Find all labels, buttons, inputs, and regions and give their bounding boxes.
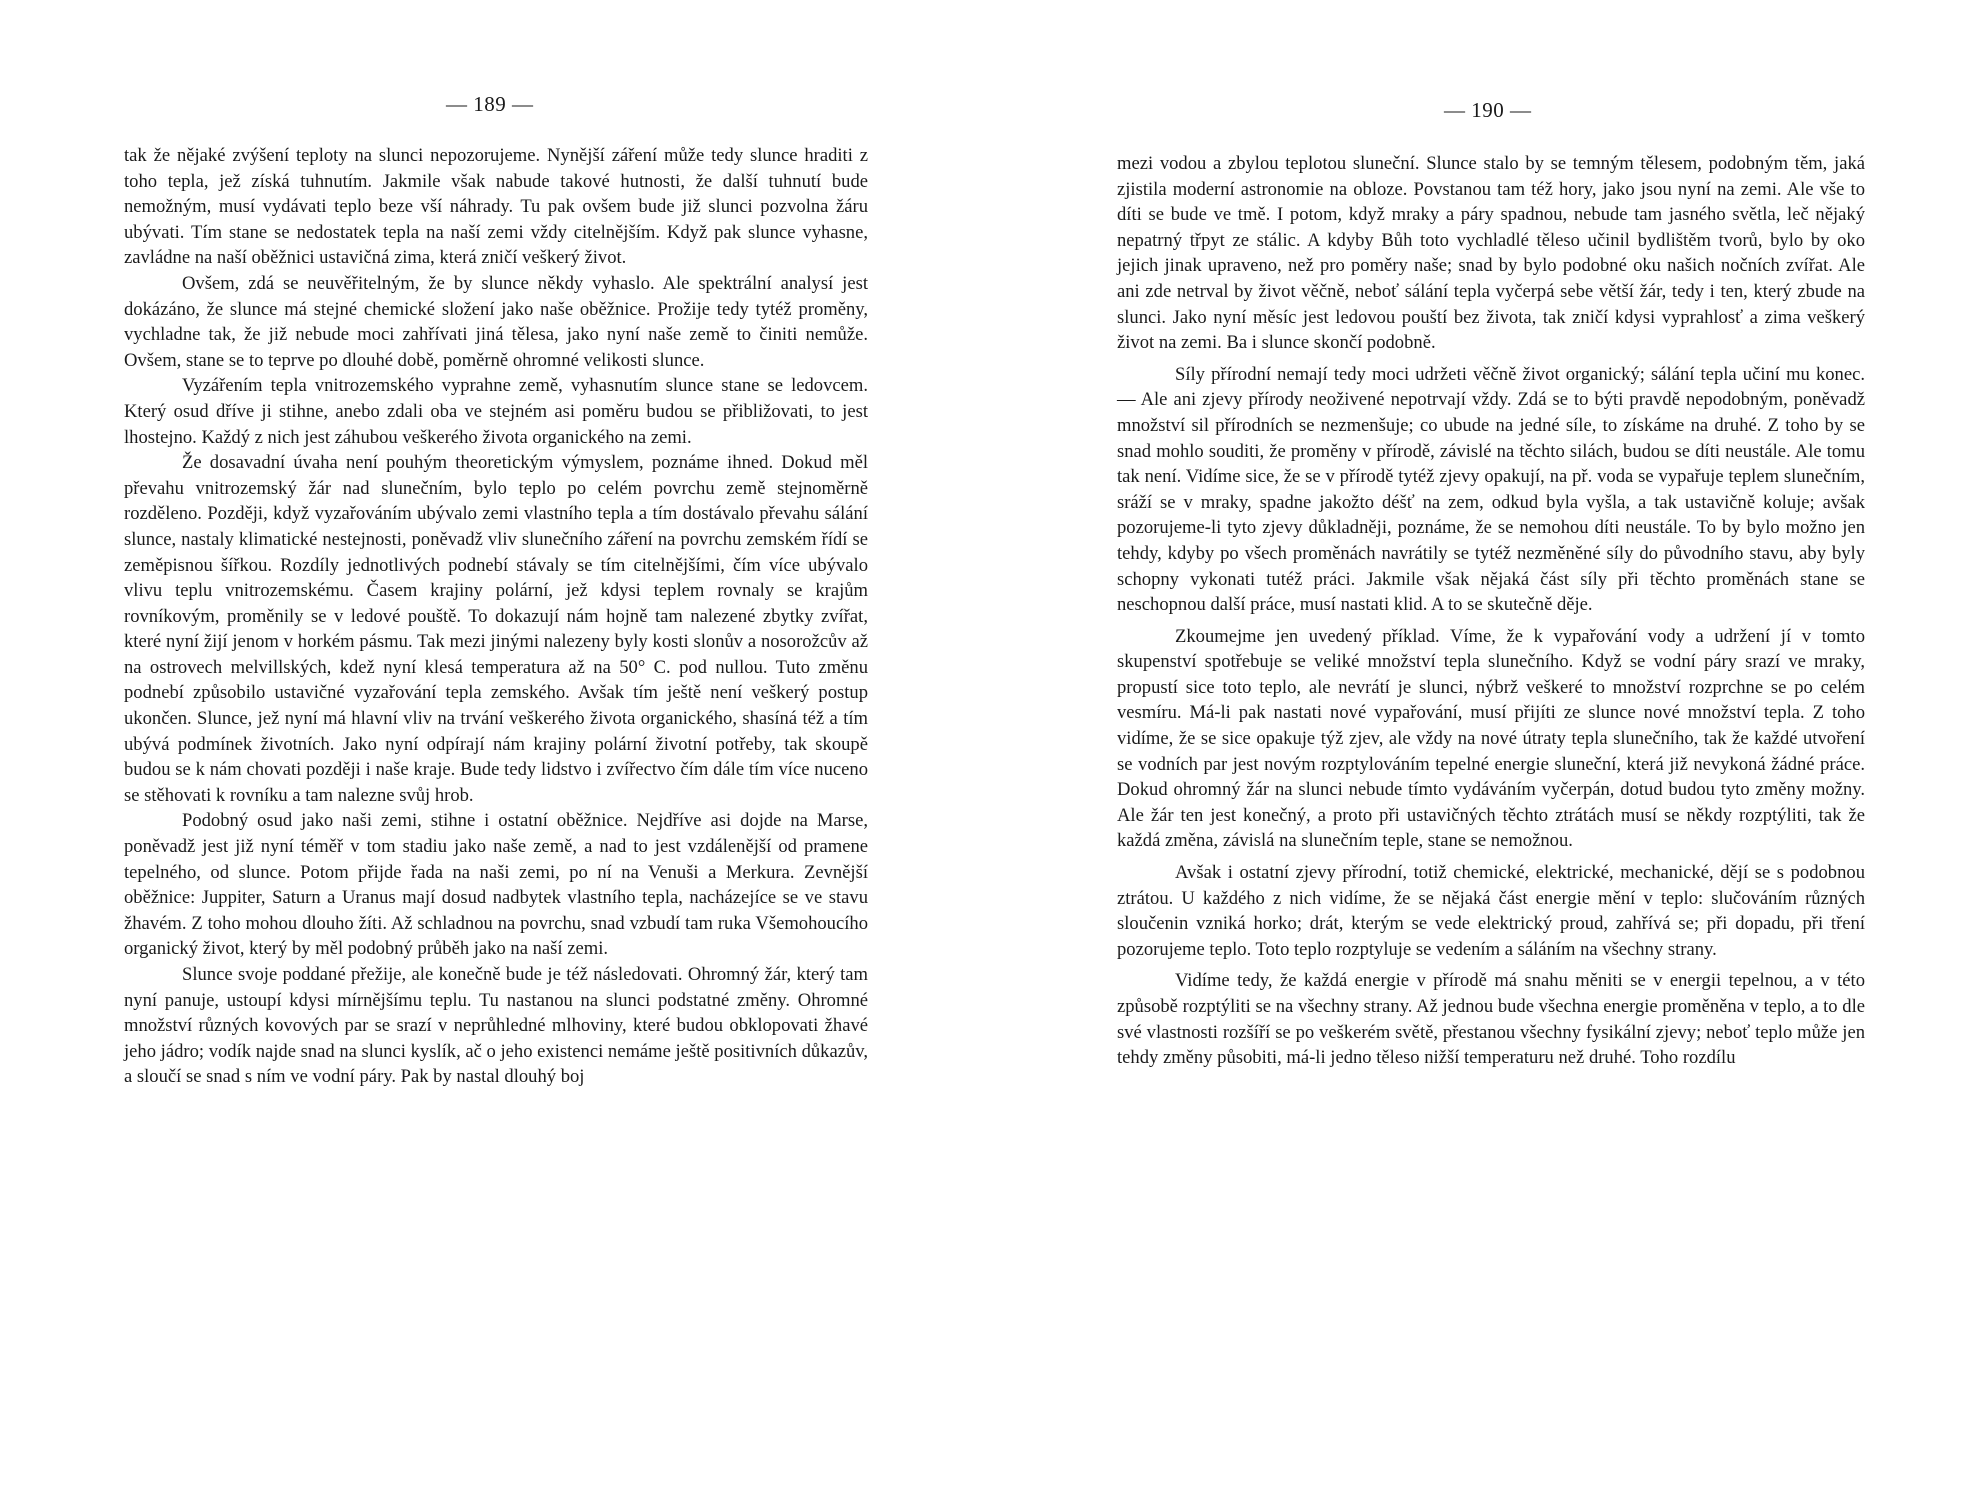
right-page [992,0,1984,1500]
paragraph: tak že nějaké zvýšení teploty na slunci nepozorujeme. Nynější záření může tedy slunce hraditi z toho tepla, jež získá tuhnutím. Jakmile však nabude takové hutnosti, že další tuhnutí bude nemožným, musí vydávati teplo beze vší náhrady. Tu pak ovšem bude již slunci pozvolna žáru ubývati. Tím stane se nedostatek tepla na naší zemi vždy citelnějším. Když pak slunce vyhasne, zavládne na naší oběžnici ustavičná zima, která zničí veškerý život. [124,145,868,269]
paragraph: Vidíme tedy, že každá energie v přírodě má snahu měniti se v energii tepelnou, a v této způsobě rozptýliti se na všechny strany. Až jednou bude všechna energie proměněna v teplo, a to dle své vlastnosti rozšíří se po veškerém světě, přestanou všechny fysikální zjevy; neboť teplo může jen tehdy změny působiti, má-li jedno těleso nižší temperaturu než druhé. Toho rozdílu [1117,970,1865,1069]
paragraph: mezi vodou a zbylou teplotou sluneční. Slunce stalo by se temným tělesem, podobným těm, jaká zjistila moderní astronomie na obloze. Povstanou tam též hory, jako jsou nyní na zemi. Ale vše to díti se bude ve tmě. I potom, když mraky a páry spadnou, nebude tam jasného světla, leč nějaký nepatrný třpyt ze stálic. A kdyby Bůh toto vychladlé těleso učinil bydlištěm tvorů, bylo by oko jejich jinak upraveno, než pro poměry naše; snad by bylo podobné oku našich nočních zvířat. Ale ani zde netrval by život věčně, neboť sálání tepla vyčerpá sebe větší žár, tedy i ten, který zbude na slunci. Jako nyní měsíc jest ledovou pouští bez života, tak zničí kdysi vyprahlosť a zima veškerý život na zemi. Ba i slunce skončí podobně. [1117,153,1865,354]
page-number: — 190 — [1444,98,1532,122]
page-body [1117,151,1865,1071]
paragraph: Zkoumejme jen uvedený příklad. Víme, že k vypařování vody a udržení jí v tomto skupenství spotřebuje se veliké množství tepla slunečního. Když se vodní páry srazí ve mraky, propustí sice toto teplo, ale nevrátí je slunci, nýbrž veškeré to množství rozprchne se po celém vesmíru. Má-li pak nastati nové vypařování, musí přijíti ze slunce nové množství tepla. Z toho vidíme, že se sice opakuje týž zjev, ale vždy na nové útraty tepla slunečního, tak že každé utvoření se vodních par jest novým rozptylováním tepelné energie sluneční, která již nevykoná žádné práce. Dokud ohromný žár na slunci nebude tímto vydáváním vyčerpán, dotud budou tyto změny možny. Ale žár ten jest konečný, a proto při ustavičných těchto ztrátách musí se někdy rozptýliti, tak že každá změna, závislá na slunečním teple, stane se nemožnou. [1117,625,1865,852]
paragraph: Podobný osud jako naši zemi, stihne i ostatní oběžnice. Nejdříve asi dojde na Marse, poněvadž jest již nyní téměř v tom stadiu jako naše země, a nad to jest vzdálenější od pramene tepelného, od slunce. Potom přijde řada na naši zemi, po ní na Venuši a Merkura. Zevnější oběžnice: Juppiter, Saturn a Uranus mají dosud nadbytek vlastního tepla, nacházejíce se ve stavu žhavém. Z toho mohou dlouho žíti. Až schladnou na povrchu, snad vzbudí tam ruka Všemohoucího organický život, který by měl podobný průběh jako na naší zemi. [124,810,868,960]
paragraph: Že dosavadní úvaha není pouhým theoretickým výmyslem, poznáme ihned. Dokud měl převahu vnitrozemský žár nad slunečním, bylo teplo po celém povrchu země stejnoměrně rozděleno. Později, když vyzařováním ubývalo zemi vlastního tepla a tím dostávalo převahu sálání slunce, nastaly klimatické nestejnosti, poněvadž vliv slunečního záření na povrchu zemském řídí se zeměpisnou šířkou. Rozdíly jednotlivých podnebí stávaly se tím citelnějšími, čím více ubývalo vlivu teplu vnitrozemskému. Časem krajiny polární, jež kdysi teplem rovnaly se krajům rovníkovým, proměnily se v ledové pouště. To dokazují nám hojně tam nalezené zbytky zvířat, které nyní žijí jenom v horkém pásmu. Tak mezi jinými nalezeny byly kosti slonův a nosorožcův až na ostrovech melvillských, kdež nyní klesá temperatura až na 50° C. pod nullou. Tuto změnu podnebí způsobilo ustavičné vyzařování tepla zemského. Avšak tím ještě není veškerý postup ukončen. Slunce, jež nyní má hlavní vliv na trvání veškerého života organického, shasíná též a tím ubývá podmínek životních. Jako nyní odpírají nám krajiny polární životní potřeby, tak skoupě budou se k nám chovati později i naše kraje. Bude tedy lidstvo i zvířectvo čím dále tím více nuceno se stěhovati k rovníku a tam nalezne svůj hrob. [124,452,868,806]
page-number: — 189 — [446,92,534,116]
paragraph: Ovšem, zdá se neuvěřitelným, že by slunce někdy vyhaslo. Ale spektrální analysí jest dokázáno, že slunce má stejné chemické složení jako naše oběžnice. Prožije tedy tytéž proměny, vychladne tak, že již nebude moci zahřívati jiná tělesa, jako nyní naše země to činiti nemůže. Ovšem, stane se to teprve po dlouhé době, poměrně ohromné velikosti slunce. [124,272,868,371]
paragraph: Vyzářením tepla vnitrozemského vyprahne země, vyhasnutím slunce stane se ledovcem. Který osud dříve ji stihne, anebo zdali oba ve stejném asi poměru budou se přibližovati, to jest lhostejno. Každý z nich jest záhubou veškerého života organického na zemi. [124,375,868,448]
paragraph: Slunce svoje poddané přežije, ale konečně bude je též následovati. Ohromný žár, který tam nyní panuje, ustoupí kdysi mírnějšímu teplu. Tu nastanou na slunci podstatné změny. Ohromné množství různých kovových par se srazí v neprůhledné mlhoviny, které budou obklopovati žhavé jeho jádro; vodík najde snad na slunci kyslík, ač o jeho existenci nemáme ještě positivních důkazův, a sloučí se snad s ním ve vodní páry. Pak by nastal dlouhý boj [124,964,868,1088]
paragraph: Síly přírodní nemají tedy moci udržeti věčně život organický; sálání tepla učiní mu konec. — Ale ani zjevy přírody neoživené nepotrvají vždy. Zdá se to býti pravdě nepodobným, poněvadž množství sil přírodních se nezmenšuje; co ubude na jedné síle, to získáme na druhé. Z toho by se snad mohlo souditi, že proměny v přírodě, závislé na těchto silách, budou se díti neustále. Ale tomu tak není. Vidíme sice, že se v přírodě tytéž zjevy opakují, na př. voda se vypařuje teplem slunečním, sráží se v mraky, spadne jakožto déšť na zem, odkud byla vyšla, a tak ustavičně koluje; avšak pozorujeme-li tyto zjevy důkladněji, poznáme, že se nemohou díti neustále. To by bylo možno jen tehdy, kdyby po všech proměnách navrátily se tytéž nezměněné síly do původního stavu, aby byly schopny vykonati tutéž práci. Jakmile však nějaká část síly při těchto proměnách stane se neschopnou další práce, musí nastati klid. A to se skutečně děje. [1117,363,1865,616]
page-body [124,143,868,1090]
paragraph: Avšak i ostatní zjevy přírodní, totiž chemické, elektrické, mechanické, dějí se s podobnou ztrátou. U každého z nich vidíme, že se nějaká část energie mění v teplo: slučováním různých sloučenin vzniká horko; drát, kterým se vede elektrický proud, zahřívá se; při dopadu, při tření pozorujeme teplo. Toto teplo rozptyluje se vedením a sáláním na všechny strany. [1117,862,1865,960]
